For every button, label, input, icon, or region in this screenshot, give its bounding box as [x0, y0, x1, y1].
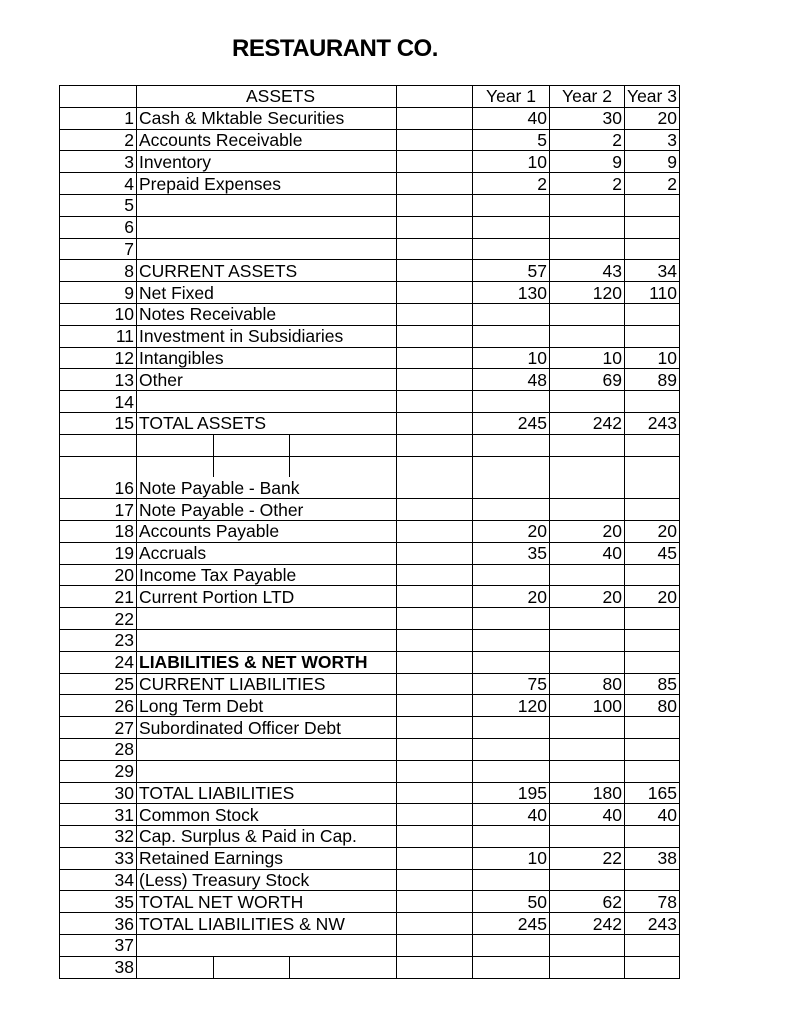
- empty-cell: [290, 434, 397, 456]
- year2-value-cell: 30: [550, 107, 625, 129]
- table-row: [60, 520, 680, 542]
- year1-value-cell: [473, 194, 550, 216]
- year1-value-cell: [473, 629, 550, 651]
- label-cell: Long Term Debt: [137, 695, 397, 717]
- row-number-cell: 2: [60, 129, 137, 151]
- year1-value-cell: 130: [473, 282, 550, 304]
- table-row: [60, 499, 680, 521]
- row-number-cell: 27: [60, 717, 137, 739]
- row-number-cell: 13: [60, 369, 137, 391]
- label-cell: Investment in Subsidiaries: [137, 325, 397, 347]
- label-cell: Notes Receivable: [137, 303, 397, 325]
- spacer-cell: [397, 542, 473, 564]
- label-cell: [137, 738, 397, 760]
- table-row: [60, 303, 680, 325]
- year3-value-cell: 110: [625, 282, 680, 304]
- year2-value-cell: [550, 238, 625, 260]
- spacer-cell: [397, 347, 473, 369]
- row-number-cell: 28: [60, 738, 137, 760]
- year2-value-cell: 43: [550, 260, 625, 282]
- spacer-cell: [397, 608, 473, 630]
- year2-value-cell: 20: [550, 586, 625, 608]
- label-cell: [137, 935, 397, 957]
- table-row: [60, 695, 680, 717]
- year1-value-cell: [473, 717, 550, 739]
- year2-value-cell: [550, 738, 625, 760]
- row-number-cell: 12: [60, 347, 137, 369]
- table-row: [60, 542, 680, 564]
- year1-value-cell: 50: [473, 891, 550, 913]
- page-title: RESTAURANT CO.: [232, 35, 438, 62]
- spacer-cell: [397, 216, 473, 238]
- row-number-cell: 24: [60, 651, 137, 673]
- year3-value-cell: [625, 564, 680, 586]
- spacer-cell: [397, 151, 473, 173]
- year3-value-cell: 20: [625, 520, 680, 542]
- year3-value-cell: [625, 826, 680, 848]
- table-row: [60, 913, 680, 935]
- row-number-cell: 8: [60, 260, 137, 282]
- table-row: [60, 129, 680, 151]
- year2-value-cell: [550, 826, 625, 848]
- year1-value-cell: [473, 956, 550, 978]
- label-cell: Common Stock: [137, 804, 397, 826]
- year2-value-cell: 40: [550, 542, 625, 564]
- year2-value-cell: [550, 608, 625, 630]
- year1-value-cell: 2: [473, 173, 550, 195]
- label-cell: Net Fixed: [137, 282, 397, 304]
- year1-value-cell: [473, 499, 550, 521]
- row-number-cell: 32: [60, 826, 137, 848]
- spacer-cell: [397, 369, 473, 391]
- table-row: [60, 260, 680, 282]
- year1-value-cell: 120: [473, 695, 550, 717]
- spacer-cell: [397, 564, 473, 586]
- label-cell: [137, 391, 397, 413]
- year3-value-cell: 78: [625, 891, 680, 913]
- year1-value-cell: [473, 935, 550, 957]
- year2-value-cell: 120: [550, 282, 625, 304]
- label-cell: Other: [137, 369, 397, 391]
- year2-value-cell: 100: [550, 695, 625, 717]
- year1-value-cell: 10: [473, 847, 550, 869]
- spacer-cell: [397, 303, 473, 325]
- header-row: [60, 86, 680, 108]
- label-cell: (Less) Treasury Stock: [137, 869, 397, 891]
- row-number-cell: 38: [60, 956, 137, 978]
- label-cell: Subordinated Officer Debt: [137, 717, 397, 739]
- table-row: [60, 891, 680, 913]
- table-row: [60, 194, 680, 216]
- empty-cell: [214, 956, 290, 978]
- row-number-cell: 15: [60, 412, 137, 434]
- year3-value-cell: [625, 477, 680, 498]
- year2-value-cell: [550, 216, 625, 238]
- label-cell: Cap. Surplus & Paid in Cap.: [137, 826, 397, 848]
- spacer-cell: [397, 673, 473, 695]
- year2-value-cell: 180: [550, 782, 625, 804]
- year3-value-cell: 10: [625, 347, 680, 369]
- year1-value-cell: [473, 456, 550, 477]
- year2-value-cell: 40: [550, 804, 625, 826]
- year3-value-cell: [625, 391, 680, 413]
- year2-value-cell: 242: [550, 412, 625, 434]
- table-row: [60, 216, 680, 238]
- spacer-cell: [397, 695, 473, 717]
- label-cell: Cash & Mktable Securities: [137, 107, 397, 129]
- row-number-cell: 4: [60, 173, 137, 195]
- year3-value-cell: 89: [625, 369, 680, 391]
- year2-value-cell: 62: [550, 891, 625, 913]
- table-row: [60, 477, 680, 498]
- year2-value-cell: [550, 477, 625, 498]
- row-number-cell: 26: [60, 695, 137, 717]
- year3-value-cell: [625, 238, 680, 260]
- year2-value-cell: [550, 434, 625, 456]
- row-number-cell: 25: [60, 673, 137, 695]
- table-row: [60, 847, 680, 869]
- year2-value-cell: [550, 303, 625, 325]
- year3-value-cell: [625, 216, 680, 238]
- table-row: [60, 325, 680, 347]
- header-num-cell: [60, 86, 137, 108]
- year3-value-cell: [625, 651, 680, 673]
- row-number-cell: 33: [60, 847, 137, 869]
- row-number-cell: 31: [60, 804, 137, 826]
- spacer-cell: [397, 477, 473, 498]
- year2-value-cell: [550, 629, 625, 651]
- label-cell: [137, 216, 397, 238]
- spacer-cell: [397, 935, 473, 957]
- label-cell: CURRENT ASSETS: [137, 260, 397, 282]
- year3-value-cell: [625, 194, 680, 216]
- year3-value-cell: [625, 434, 680, 456]
- year3-value-cell: 165: [625, 782, 680, 804]
- table-row: [60, 391, 680, 413]
- year3-value-cell: [625, 935, 680, 957]
- year1-value-cell: 40: [473, 107, 550, 129]
- label-cell: [137, 956, 214, 978]
- empty-cell: [214, 456, 290, 477]
- balance-sheet-table: [59, 85, 680, 979]
- year3-value-cell: 34: [625, 260, 680, 282]
- table-row: [60, 673, 680, 695]
- table-row: [60, 238, 680, 260]
- spacer-cell: [397, 260, 473, 282]
- spacer-cell: [397, 282, 473, 304]
- year1-value-cell: [473, 826, 550, 848]
- row-number-cell: 9: [60, 282, 137, 304]
- label-cell: [137, 629, 397, 651]
- year3-value-cell: 38: [625, 847, 680, 869]
- row-number-cell: [60, 434, 137, 456]
- spacer-cell: [397, 847, 473, 869]
- spacer-cell: [397, 869, 473, 891]
- row-number-cell: 22: [60, 608, 137, 630]
- label-cell: Intangibles: [137, 347, 397, 369]
- empty-cell: [214, 434, 290, 456]
- year1-value-cell: [473, 608, 550, 630]
- label-cell: Accounts Receivable: [137, 129, 397, 151]
- year3-value-cell: [625, 456, 680, 477]
- label-cell: TOTAL NET WORTH: [137, 891, 397, 913]
- label-cell: TOTAL LIABILITIES & NW: [137, 913, 397, 935]
- spacer-cell: [397, 434, 473, 456]
- row-number-cell: 19: [60, 542, 137, 564]
- row-number-cell: 11: [60, 325, 137, 347]
- year3-value-cell: [625, 717, 680, 739]
- year1-value-cell: [473, 760, 550, 782]
- table-row: [60, 586, 680, 608]
- year3-value-cell: 3: [625, 129, 680, 151]
- year2-value-cell: [550, 760, 625, 782]
- year3-value-cell: 20: [625, 107, 680, 129]
- spacer-cell: [397, 325, 473, 347]
- year2-value-cell: [550, 564, 625, 586]
- empty-cell: [290, 956, 397, 978]
- row-number-cell: 37: [60, 935, 137, 957]
- year1-header: Year 1: [473, 86, 550, 108]
- year1-value-cell: 40: [473, 804, 550, 826]
- year1-value-cell: [473, 738, 550, 760]
- year1-value-cell: 10: [473, 151, 550, 173]
- year2-value-cell: 2: [550, 129, 625, 151]
- spacer-cell: [397, 651, 473, 673]
- spacer-cell: [397, 391, 473, 413]
- year1-value-cell: 245: [473, 913, 550, 935]
- table-row: [60, 412, 680, 434]
- table-row: [60, 738, 680, 760]
- year2-header: Year 2: [550, 86, 625, 108]
- table-row: [60, 107, 680, 129]
- year2-value-cell: [550, 456, 625, 477]
- spacer-cell: [397, 129, 473, 151]
- row-number-cell: 10: [60, 303, 137, 325]
- table-row: [60, 782, 680, 804]
- table-row: [60, 173, 680, 195]
- year3-value-cell: [625, 325, 680, 347]
- spacer-cell: [397, 499, 473, 521]
- table-row: [60, 717, 680, 739]
- year1-value-cell: [473, 238, 550, 260]
- year2-value-cell: [550, 935, 625, 957]
- year3-value-cell: 9: [625, 151, 680, 173]
- table-row: [60, 651, 680, 673]
- year1-value-cell: [473, 434, 550, 456]
- table-row: [60, 151, 680, 173]
- year2-value-cell: [550, 194, 625, 216]
- label-cell: [137, 238, 397, 260]
- year3-value-cell: [625, 738, 680, 760]
- label-cell: [137, 608, 397, 630]
- year3-header: Year 3: [625, 86, 680, 108]
- spacer-cell: [397, 456, 473, 477]
- spacer-cell: [397, 194, 473, 216]
- spacer-cell: [397, 760, 473, 782]
- year2-value-cell: 9: [550, 151, 625, 173]
- label-cell: [137, 760, 397, 782]
- year2-value-cell: [550, 717, 625, 739]
- spacer-cell: [397, 412, 473, 434]
- year3-value-cell: 40: [625, 804, 680, 826]
- spacer-cell: [397, 107, 473, 129]
- year3-value-cell: [625, 956, 680, 978]
- year3-value-cell: 45: [625, 542, 680, 564]
- year2-value-cell: 20: [550, 520, 625, 542]
- row-number-cell: 3: [60, 151, 137, 173]
- row-number-cell: [60, 456, 137, 477]
- spacer-cell: [397, 804, 473, 826]
- assets-header: ASSETS: [137, 86, 397, 108]
- year1-value-cell: [473, 651, 550, 673]
- year3-value-cell: [625, 869, 680, 891]
- spacer-cell: [397, 520, 473, 542]
- label-cell: [137, 194, 397, 216]
- header-spacer-cell: [397, 86, 473, 108]
- year1-value-cell: 57: [473, 260, 550, 282]
- row-number-cell: 16: [60, 477, 137, 498]
- table-row: [60, 564, 680, 586]
- table-row: [60, 956, 680, 978]
- table-row: [60, 804, 680, 826]
- spacer-cell: [397, 629, 473, 651]
- label-cell: Note Payable - Other: [137, 499, 397, 521]
- table-row: [60, 935, 680, 957]
- row-number-cell: 29: [60, 760, 137, 782]
- year3-value-cell: [625, 303, 680, 325]
- year2-value-cell: 242: [550, 913, 625, 935]
- year3-value-cell: [625, 629, 680, 651]
- spacer-cell: [397, 891, 473, 913]
- year3-value-cell: [625, 499, 680, 521]
- year1-value-cell: 195: [473, 782, 550, 804]
- year1-value-cell: 10: [473, 347, 550, 369]
- table-row: [60, 826, 680, 848]
- row-number-cell: 1: [60, 107, 137, 129]
- table-row: [60, 282, 680, 304]
- label-cell: Note Payable - Bank: [137, 477, 397, 498]
- label-cell: Income Tax Payable: [137, 564, 397, 586]
- year1-value-cell: 35: [473, 542, 550, 564]
- year1-value-cell: 20: [473, 586, 550, 608]
- row-number-cell: 17: [60, 499, 137, 521]
- row-number-cell: 7: [60, 238, 137, 260]
- row-number-cell: 30: [60, 782, 137, 804]
- label-cell: Accounts Payable: [137, 520, 397, 542]
- year2-value-cell: 69: [550, 369, 625, 391]
- year1-value-cell: [473, 325, 550, 347]
- year2-value-cell: 22: [550, 847, 625, 869]
- label-cell: Prepaid Expenses: [137, 173, 397, 195]
- row-number-cell: 14: [60, 391, 137, 413]
- label-cell: Retained Earnings: [137, 847, 397, 869]
- table-row: [60, 760, 680, 782]
- row-number-cell: 36: [60, 913, 137, 935]
- row-number-cell: 20: [60, 564, 137, 586]
- label-cell: Accruals: [137, 542, 397, 564]
- year2-value-cell: [550, 869, 625, 891]
- year1-value-cell: [473, 477, 550, 498]
- table-row: [60, 369, 680, 391]
- year1-value-cell: 245: [473, 412, 550, 434]
- label-cell: LIABILITIES & NET WORTH: [137, 651, 397, 673]
- year2-value-cell: [550, 499, 625, 521]
- spacer-cell: [397, 173, 473, 195]
- year1-value-cell: [473, 216, 550, 238]
- year1-value-cell: 48: [473, 369, 550, 391]
- spacer-cell: [397, 826, 473, 848]
- year1-value-cell: [473, 564, 550, 586]
- label-cell: [137, 434, 214, 456]
- year3-value-cell: 243: [625, 913, 680, 935]
- year1-value-cell: 20: [473, 520, 550, 542]
- year3-value-cell: 80: [625, 695, 680, 717]
- spacer-cell: [397, 738, 473, 760]
- year3-value-cell: 85: [625, 673, 680, 695]
- year3-value-cell: 2: [625, 173, 680, 195]
- label-cell: TOTAL LIABILITIES: [137, 782, 397, 804]
- year2-value-cell: [550, 391, 625, 413]
- year2-value-cell: [550, 651, 625, 673]
- year2-value-cell: [550, 956, 625, 978]
- row-number-cell: 23: [60, 629, 137, 651]
- year2-value-cell: [550, 325, 625, 347]
- year2-value-cell: 10: [550, 347, 625, 369]
- spacer-cell: [397, 913, 473, 935]
- year3-value-cell: 243: [625, 412, 680, 434]
- year1-value-cell: 5: [473, 129, 550, 151]
- table-row: [60, 629, 680, 651]
- year3-value-cell: 20: [625, 586, 680, 608]
- year1-value-cell: [473, 869, 550, 891]
- year3-value-cell: [625, 608, 680, 630]
- table-row: [60, 456, 680, 477]
- table-row: [60, 347, 680, 369]
- year3-value-cell: [625, 760, 680, 782]
- table-row: [60, 608, 680, 630]
- row-number-cell: 34: [60, 869, 137, 891]
- label-cell: Inventory: [137, 151, 397, 173]
- label-cell: CURRENT LIABILITIES: [137, 673, 397, 695]
- spacer-cell: [397, 782, 473, 804]
- label-cell: [137, 456, 214, 477]
- spacer-cell: [397, 956, 473, 978]
- year1-value-cell: [473, 303, 550, 325]
- row-number-cell: 18: [60, 520, 137, 542]
- label-cell: TOTAL ASSETS: [137, 412, 397, 434]
- spacer-cell: [397, 238, 473, 260]
- label-cell: Current Portion LTD: [137, 586, 397, 608]
- row-number-cell: 5: [60, 194, 137, 216]
- row-number-cell: 21: [60, 586, 137, 608]
- spacer-cell: [397, 586, 473, 608]
- row-number-cell: 6: [60, 216, 137, 238]
- year2-value-cell: 80: [550, 673, 625, 695]
- empty-cell: [290, 456, 397, 477]
- row-number-cell: 35: [60, 891, 137, 913]
- year1-value-cell: 75: [473, 673, 550, 695]
- spacer-cell: [397, 717, 473, 739]
- table-row: [60, 869, 680, 891]
- year2-value-cell: 2: [550, 173, 625, 195]
- year1-value-cell: [473, 391, 550, 413]
- table-row: [60, 434, 680, 456]
